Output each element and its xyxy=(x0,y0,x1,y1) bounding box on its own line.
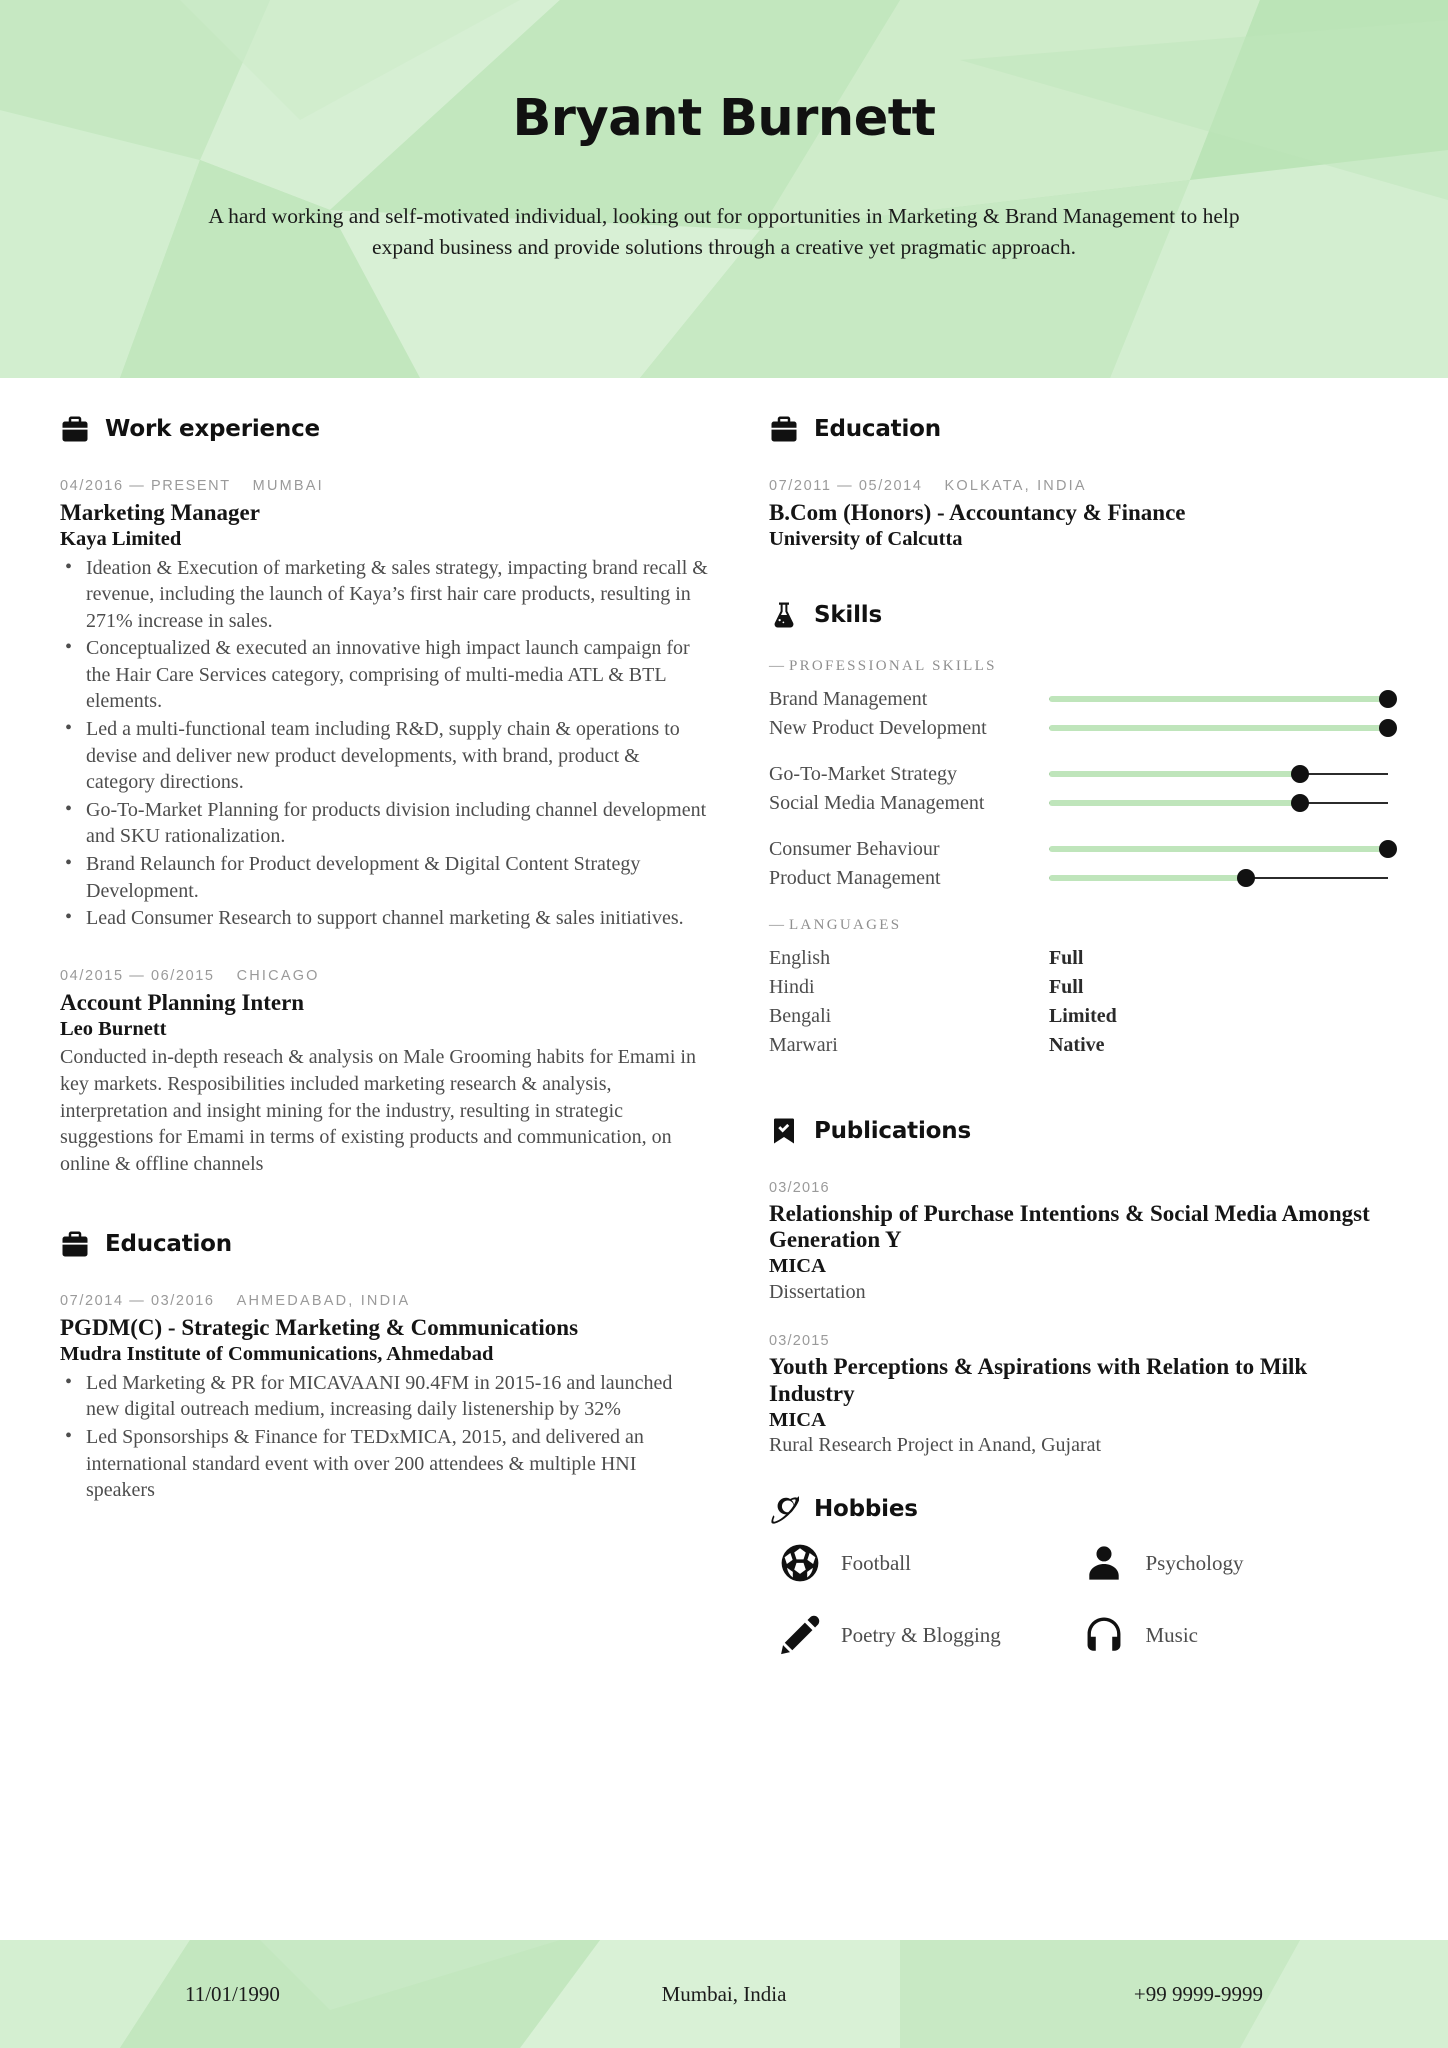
list-item: • Led Sponsorships & Finance for TEDxMICA, 2015, and delivered an international standard event with over 200 attendees & multiple HNI speakers xyxy=(60,1424,709,1504)
publication-date: 03/2015 xyxy=(768,1332,830,1349)
work-entry xyxy=(60,968,709,1177)
section-skills xyxy=(769,600,1388,1060)
hobbies-heading xyxy=(769,1494,1388,1524)
skill-row xyxy=(769,714,1388,760)
profile-summary: A hard working and self-motivated individual, looking out for opportunities in Marketing & Brand Management to help expand business and provide solutions through a creative yet pragmatic approach. xyxy=(208,203,1240,259)
language-level: Full xyxy=(1048,946,1084,969)
section-hobbies xyxy=(769,1494,1388,1656)
language-row xyxy=(769,973,1388,1002)
footer-phone: +99 9999-9999 xyxy=(1133,1981,1263,2006)
education-entry xyxy=(60,1293,709,1503)
hobby-name: Poetry & Blogging xyxy=(840,1622,1001,1647)
work-entry-dates: 04/2016 — PRESENT xyxy=(60,478,231,494)
skill-name: Consumer Behaviour xyxy=(768,837,940,860)
work-entry-role: Account Planning Intern xyxy=(60,989,305,1015)
languages-label-text: LANGUAGES xyxy=(788,916,902,933)
language-level: Full xyxy=(1048,975,1084,998)
education-entry-dates: 07/2011 — 05/2014 xyxy=(768,478,923,494)
skill-rating-bar xyxy=(1049,714,1388,743)
hobby-name: Music xyxy=(1145,1622,1198,1647)
skill-rating-bar xyxy=(1049,760,1388,789)
work-entry xyxy=(60,478,709,932)
skill-fill xyxy=(1049,800,1300,806)
publication-entry xyxy=(769,1333,1388,1458)
work-experience-heading xyxy=(60,414,709,444)
section-title-skills: Skills xyxy=(813,601,882,628)
planet-icon xyxy=(769,1494,799,1524)
language-name: English xyxy=(768,946,831,969)
education-entry-school: University of Calcutta xyxy=(768,527,963,550)
left-column xyxy=(60,414,749,1940)
language-name: Hindi xyxy=(768,975,815,998)
skill-row xyxy=(769,760,1388,789)
work-entry-role: Marketing Manager xyxy=(60,500,260,525)
section-title-publications: Publications xyxy=(813,1117,971,1144)
person-icon xyxy=(1083,1542,1125,1584)
education-entry-meta xyxy=(769,478,1388,494)
section-title-work-experience: Work experience xyxy=(105,416,320,442)
education-entry-dates: 07/2014 — 03/2016 xyxy=(60,1293,215,1310)
skill-rating-bar xyxy=(1049,685,1388,714)
professional-skills-label-text: PROFESSIONAL SKILLS xyxy=(788,657,997,674)
flask-icon xyxy=(769,600,799,630)
hobby-name: Football xyxy=(840,1550,911,1575)
right-column xyxy=(749,414,1388,1940)
section-title-education-left: Education xyxy=(105,1231,232,1258)
list-item: • Brand Relaunch for Product development & Digital Content Strategy Development. xyxy=(60,851,709,904)
briefcase-icon xyxy=(60,1229,90,1259)
hobby-item xyxy=(1083,1542,1388,1584)
skill-name: Product Management xyxy=(768,866,941,889)
skill-name: Brand Management xyxy=(768,687,928,710)
education-entry-school: Mudra Institute of Communications, Ahmedabad xyxy=(60,1343,494,1366)
skill-rating-bar xyxy=(1049,835,1388,864)
language-row xyxy=(769,1002,1388,1031)
headphones-icon xyxy=(1083,1614,1125,1656)
resume-body xyxy=(0,378,1448,1940)
education-entry xyxy=(769,478,1388,552)
publication-title: Youth Perceptions & Aspirations with Relation to Milk Industry xyxy=(768,1353,1308,1406)
briefcase-icon xyxy=(60,414,90,444)
language-level: Native xyxy=(1048,1033,1105,1056)
skill-fill xyxy=(1049,696,1388,702)
education-entry-bullets xyxy=(60,1370,709,1504)
education-entry-meta xyxy=(60,1293,709,1309)
education-left-heading xyxy=(60,1229,709,1259)
work-entry-organization: Kaya Limited xyxy=(60,527,182,550)
section-publications xyxy=(769,1116,1388,1459)
language-row xyxy=(769,1031,1388,1060)
section-education-left xyxy=(60,1229,709,1503)
skill-dot xyxy=(1379,840,1397,858)
skill-row xyxy=(769,864,1388,893)
skill-fill xyxy=(1049,846,1388,852)
list-item: • Lead Consumer Research to support channel marketing & sales initiatives. xyxy=(60,905,709,932)
list-item: • Go-To-Market Planning for products division including channel development and SKU rationalization. xyxy=(60,797,709,850)
work-entry-dates: 04/2015 — 06/2015 xyxy=(60,967,215,984)
work-entry-description: Conducted in-depth reseach & analysis on Male Grooming habits for Emami in key markets. Resposibilities included marketing research & analysis, interpretation and insight mining for the industry, resulting in strategic suggestions for Emami in terms of existing products and communication, on online & offline channels xyxy=(60,1046,696,1175)
footer-location: Mumbai, India xyxy=(661,1981,787,2006)
work-entry-meta xyxy=(60,478,709,494)
hobby-name: Psychology xyxy=(1145,1550,1244,1575)
resume-footer xyxy=(0,1940,1448,2048)
professional-skills-label xyxy=(769,658,1388,675)
language-name: Bengali xyxy=(768,1004,832,1027)
skill-name: New Product Development xyxy=(768,716,987,739)
list-item: • Led a multi-functional team including R&D, supply chain & operations to devise and deliver new product developments, with brand, product & category directions. xyxy=(60,716,709,796)
education-entry-location: KOLKATA, INDIA xyxy=(944,478,1087,494)
skill-row xyxy=(769,685,1388,714)
skill-dot xyxy=(1291,765,1309,783)
education-entry-location: AHMEDABAD, INDIA xyxy=(236,1293,411,1310)
list-item: • Led Marketing & PR for MICAVAANI 90.4FM in 2015-16 and launched new digital outreach medium, increasing daily listenership by 32% xyxy=(60,1370,709,1423)
skill-dot xyxy=(1379,719,1397,737)
publication-date: 03/2016 xyxy=(768,1179,830,1196)
pencil-icon xyxy=(779,1614,821,1656)
education-right-heading xyxy=(769,414,1388,444)
soccer-ball-icon xyxy=(779,1542,821,1584)
work-entry-bullets xyxy=(60,555,709,932)
languages-label xyxy=(769,917,1388,934)
skill-rating-bar xyxy=(1049,789,1388,818)
publication-organization: MICA xyxy=(768,1408,826,1431)
language-row xyxy=(769,944,1388,973)
skill-name: Social Media Management xyxy=(768,791,985,814)
section-title-hobbies: Hobbies xyxy=(813,1496,918,1523)
hobby-item xyxy=(779,1614,1084,1656)
language-name: Marwari xyxy=(768,1033,838,1056)
list-item: • Ideation & Execution of marketing & sales strategy, impacting brand recall & revenue, including the launch of Kaya’s first hair care products, resulting in 271% increase in sales. xyxy=(60,555,709,635)
publication-entry xyxy=(769,1180,1388,1305)
briefcase-icon xyxy=(769,414,799,444)
skill-row xyxy=(769,789,1388,835)
publication-organization: MICA xyxy=(768,1255,826,1278)
list-item: • Conceptualized & executed an innovative high impact launch campaign for the Hair Care Services category, comprising of multi-media ATL & BTL elements. xyxy=(60,635,709,715)
skill-rating-bar xyxy=(1049,864,1388,893)
section-education-right xyxy=(769,414,1388,552)
section-title-education-right: Education xyxy=(813,416,941,442)
skill-name: Go-To-Market Strategy xyxy=(768,762,957,785)
skill-fill xyxy=(1049,725,1388,731)
publication-description: Rural Research Project in Anand, Gujarat xyxy=(768,1434,1102,1457)
publications-heading xyxy=(769,1116,1388,1146)
education-entry-degree: B.Com (Honors) - Accountancy & Finance xyxy=(768,500,1186,525)
skill-row xyxy=(769,835,1388,864)
work-entry-location: MUMBAI xyxy=(252,478,324,494)
dash-decoration: — xyxy=(768,916,784,933)
education-entry-degree: PGDM(C) - Strategic Marketing & Communications xyxy=(60,1315,579,1341)
skills-heading xyxy=(769,600,1388,630)
work-entry-organization: Leo Burnett xyxy=(60,1017,167,1040)
skill-fill xyxy=(1049,771,1300,777)
skill-dot xyxy=(1291,794,1309,812)
section-work-experience xyxy=(60,414,709,1177)
work-entry-location: CHICAGO xyxy=(236,967,320,984)
bookmark-check-icon xyxy=(769,1116,799,1146)
dash-decoration: — xyxy=(768,657,784,674)
hobby-item xyxy=(779,1542,1084,1584)
page-title: Bryant Burnett xyxy=(512,89,936,148)
language-level: Limited xyxy=(1048,1004,1117,1027)
hobbies-grid xyxy=(769,1542,1388,1656)
resume-header xyxy=(0,0,1448,378)
skill-dot xyxy=(1379,690,1397,708)
footer-birthdate: 11/01/1990 xyxy=(185,1981,280,2006)
publication-title: Relationship of Purchase Intentions & Social Media Amongst Generation Y xyxy=(768,1200,1370,1253)
publication-description: Dissertation xyxy=(768,1280,866,1303)
work-entry-meta xyxy=(60,968,709,984)
skill-fill xyxy=(1049,875,1246,881)
skill-dot xyxy=(1237,869,1255,887)
hobby-item xyxy=(1083,1614,1388,1656)
